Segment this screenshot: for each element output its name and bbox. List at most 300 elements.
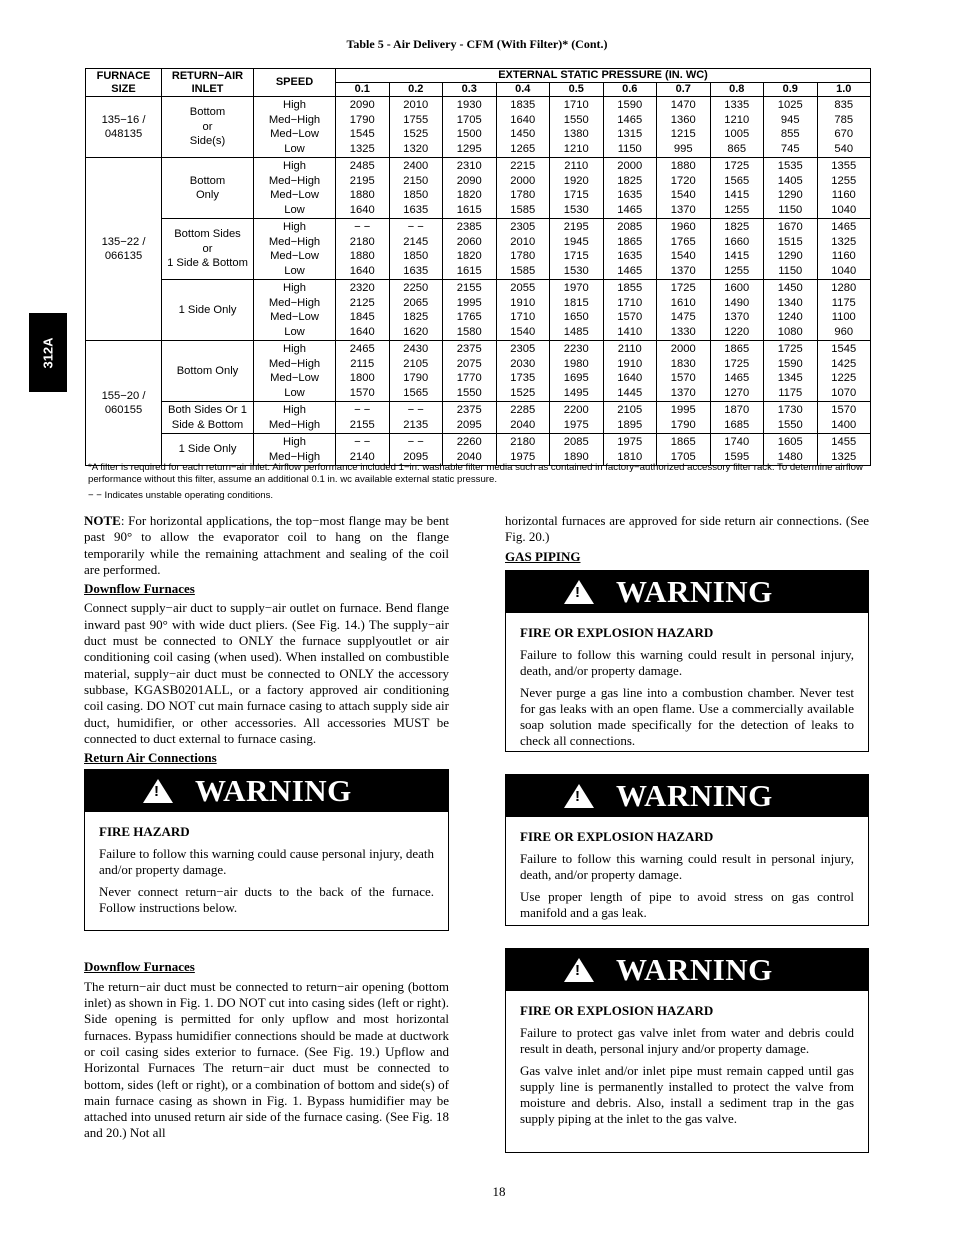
speed-label: Low [284,325,305,338]
cfm-value: 1535 [777,160,803,172]
inlet-line: Bottom [189,106,226,119]
warning-hazard-title: FIRE OR EXPLOSION HAZARD [520,624,714,640]
cfm-value: 2105 [617,404,643,416]
cfm-value: 1450 [510,128,536,140]
cfm-value-cell [336,402,390,434]
cfm-value: 1755 [403,113,429,126]
cfm-value: 2430 [403,343,429,355]
cfm-value: 2110 [564,160,589,172]
return-air-inlet-cell [162,280,254,341]
inlet-line: 1 Side Only [178,443,237,456]
cfm-value: 2095 [456,418,482,431]
cfm-value: 1670 [777,221,803,233]
header-pressure-col: 0.9 [764,83,818,97]
inlet-line: or [202,120,213,133]
furnace-size-line: 048135 [104,128,143,140]
cfm-value: 2320 [349,282,375,294]
cfm-value: 1265 [510,142,536,155]
cfm-value: 1980 [563,357,589,370]
cfm-value: − − [407,404,424,416]
header-pressure-col: 0.5 [550,83,604,97]
cfm-value-cell [550,219,604,280]
speed-label: High [282,404,306,416]
warning-instruction: Use proper length of pipe to avoid stress on gas control manifold and a gas leak. [520,888,854,920]
cfm-value-cell [817,434,871,466]
cfm-value: 1585 [510,203,536,216]
inlet-line: Both Sides Or 1 [168,404,247,416]
cfm-value-cell [496,341,550,402]
warning-consequence: Failure to follow this warning could result in personal injury, death, and/or property damage. [520,646,854,678]
cfm-value: 2375 [456,343,482,355]
cfm-value: 1640 [349,325,375,338]
header-pressure-col: 0.7 [657,83,711,97]
cfm-value: 2385 [456,221,482,233]
inlet-line: Side(s) [189,135,226,148]
cfm-value-cell [657,97,711,158]
cfm-value: 2155 [349,418,375,431]
return-air-heading: Return Air Connections [84,750,217,766]
cfm-value: 1040 [831,264,857,277]
speed-label: High [282,343,306,355]
cfm-value: 1715 [563,189,589,201]
header-return-air-inlet [162,69,254,97]
cfm-value: 1040 [831,203,857,216]
cfm-value: 1635 [403,264,429,277]
cfm-value: 1910 [510,296,536,309]
furnace-size-line: 066135 [104,250,143,262]
cfm-value: 1565 [403,386,429,399]
cfm-value: 855 [780,128,800,140]
air-delivery-table [85,68,871,466]
cfm-value: 1580 [456,325,482,338]
cfm-value-cell [550,402,604,434]
cfm-value: 1695 [563,372,589,384]
cfm-value: 1360 [670,113,696,126]
cfm-value: 1585 [510,264,536,277]
cfm-value: 1565 [724,174,750,187]
cfm-value: 1070 [831,386,857,399]
cfm-value: 2195 [349,174,375,187]
cfm-value: 1790 [349,113,375,126]
cfm-value: 1975 [510,450,536,463]
right-column [505,513,869,1153]
header-pressure-col: 0.3 [443,83,497,97]
cfm-value: 1725 [777,343,803,355]
header-pressure-col: 0.4 [496,83,550,97]
furnace-size-cell [86,97,162,158]
cfm-value: 1615 [456,264,482,277]
downflow-text: Connect supply−air duct to supply−air outlet on furnace. Bend flange inward past 90° with wide duct pliers. (See Fig. 14.) The supply−air duct must be connected to ONLY the furnace supplyoutlet or air conditioning coil casing (when used). When installed on combustible material, supply−air duct must be connected to ONLY the accessory subbase, KGASB0201ALL, or a factory approved air conditioning coil casing. DO NOT cut main furnace casing to attach supply side air duct, humidifier, or other accessories. All accessories MUST be connected to duct external to furnace casing. [84,600,449,746]
cfm-value: 1855 [617,282,643,294]
header-pressure-col: 0.8 [710,83,764,97]
cfm-value-cell [817,341,871,402]
cfm-value-cell [496,219,550,280]
cfm-value: 1770 [456,372,482,384]
cfm-value: 1640 [510,113,536,126]
cfm-value: 1370 [724,311,750,323]
cfm-value: 1325 [349,142,375,155]
cfm-value: 2180 [349,235,375,248]
cfm-value: − − [354,404,371,416]
warning-word: WARNING [616,951,773,987]
cfm-value: 2215 [510,160,536,172]
cfm-value: 835 [834,99,854,111]
cfm-value: 1825 [724,221,750,233]
cfm-value: 1315 [617,128,643,140]
cfm-value-cell [550,158,604,219]
table-row [86,434,871,466]
cfm-value: 1540 [670,189,696,201]
cfm-value: 1525 [510,386,536,399]
cfm-value: 1960 [670,221,696,233]
cfm-value: 1370 [670,386,696,399]
cfm-value: 1160 [831,189,856,201]
header-pressure-col: 1.0 [817,83,871,97]
furnace-size-cell [86,341,162,466]
cfm-value: 1465 [724,372,750,384]
cfm-value: 1530 [563,203,589,216]
cfm-value-cell [603,97,657,158]
cfm-value: 1635 [403,203,429,216]
header-pressure-col: 0.2 [389,83,443,97]
cfm-value: 1445 [617,386,643,399]
cfm-value: 1400 [831,418,857,431]
cfm-value: 1605 [777,436,803,448]
speed-label: High [282,221,306,233]
speed-cell [254,219,336,280]
cfm-value: 1495 [563,386,589,399]
cfm-value: 1465 [617,203,643,216]
cfm-value-cell [443,158,497,219]
warning-consequence: Failure to follow this warning could result in personal injury, death, and/or property damage. [520,850,854,882]
cfm-value: 1255 [724,264,750,277]
cfm-value: 1710 [563,99,589,111]
inlet-line: 1 Side & Bottom [167,257,248,270]
cfm-value: 1640 [349,203,375,216]
cfm-value-cell [603,402,657,434]
cfm-value: 1890 [563,450,589,463]
cfm-value: 1910 [617,357,643,370]
cfm-value: 1325 [831,235,857,248]
inlet-line: Bottom Only [176,364,239,377]
cfm-value: 1005 [724,128,750,140]
cfm-value: 2065 [403,296,429,309]
speed-label: Low [284,203,305,216]
cfm-value: 1330 [670,325,696,338]
cfm-value: 1025 [777,99,803,111]
cfm-value: 1880 [349,250,375,262]
return-air-inlet-cell [162,97,254,158]
warning-hazard-title: FIRE OR EXPLOSION HAZARD [520,828,714,844]
header-furnace-line2: SIZE [111,82,136,95]
cfm-value: 2095 [403,450,429,463]
cfm-value-cell [336,434,390,466]
cfm-value: − − [407,436,424,448]
cfm-value: 2000 [670,343,696,355]
cfm-value: 1820 [456,189,482,201]
cfm-value-cell [657,219,711,280]
table-row [86,341,871,402]
cfm-value: 2140 [349,450,375,463]
cfm-value-cell [710,402,764,434]
cfm-value: 1465 [831,221,857,233]
speed-label: Med−High [268,296,321,309]
cfm-value: 1590 [777,357,803,370]
downflow-text-2: The return−air duct must be connected to return−air opening (bottom inlet) as shown in Fig. 1. DO NOT cut into casing sides (left or right). Side opening is permitted for only upflow and most horizontal furnaces. Bypass humidifier connections should be made at ductwork or coil casing sides exterior to furnace. (See Fig. 19.) Upflow and Horizontal Furnaces The return−air duct must be connected to bottom, sides (left or right), or a combination of bottom and side(s) of main furnace casing as shown in Fig. 1. Bypass humidifier may be attached into unused return air side of the furnace casing. (See Fig. 18 and 20.) Not all [84,978,449,1141]
warning-triangle-icon: ! [564,958,594,982]
cfm-value: 1150 [778,264,803,277]
warning-instruction: Never purge a gas line into a combustion chamber. Never test for gas leaks with an open flame. Use a commercially available soap solution made specifically for the detection of leaks to check all connections. [520,684,854,748]
cfm-value: 1870 [724,404,750,416]
cfm-value: 1500 [456,128,482,140]
cfm-value: 2155 [456,282,482,294]
cfm-value: 1175 [778,386,803,399]
speed-label: High [282,436,306,448]
cfm-value: 1715 [563,250,589,262]
cfm-value-cell [550,280,604,341]
header-furnace-line1: FURNACE [96,69,151,82]
furnace-size-line: 155−20 / [101,389,146,402]
cfm-value: 1590 [617,99,643,111]
speed-cell [254,402,336,434]
cfm-value-cell [764,341,818,402]
warning-header [506,949,868,991]
warning-triangle-icon: ! [564,784,594,808]
cfm-value: 540 [834,142,854,155]
cfm-value: 1825 [403,311,429,323]
cfm-value: 1850 [403,189,429,201]
cfm-value-cell [389,280,443,341]
table-title: Table 5 - Air Delivery - CFM (With Filter)* (Cont.) [346,37,608,51]
return-air-inlet-cell [162,219,254,280]
cfm-value-cell [657,280,711,341]
cfm-value-cell [603,158,657,219]
cfm-value: 1525 [403,128,429,140]
cfm-value: 1880 [670,160,696,172]
warning-box-fire-hazard [84,769,449,931]
section-side-tab [29,313,67,392]
cfm-value-cell [657,341,711,402]
cfm-value-cell [603,341,657,402]
cfm-value: 1865 [617,235,643,248]
table-row [86,280,871,341]
cfm-value: 2200 [563,404,589,416]
warning-hazard-title: FIRE OR EXPLOSION HAZARD [520,1002,714,1018]
cfm-value-cell [817,219,871,280]
cfm-value: 2090 [456,174,482,187]
warning-body [506,613,868,763]
cfm-value: 2310 [456,160,482,172]
cfm-value: 2105 [403,357,429,370]
cfm-value: 2110 [617,343,642,355]
cfm-value: 2000 [617,160,643,172]
header-speed: SPEED [254,69,336,97]
cfm-value-cell [389,341,443,402]
cfm-value: 1830 [670,357,696,370]
cfm-value-cell [817,158,871,219]
cfm-value: 1820 [456,250,482,262]
cfm-value: 1160 [831,250,856,262]
intro-text: horizontal furnaces are approved for side return air connections. (See Fig. 20.) [505,513,869,545]
cfm-value: 1720 [670,174,696,187]
cfm-value: 2085 [563,436,589,448]
cfm-value: 2285 [510,404,536,416]
cfm-value: 1570 [831,404,857,416]
warning-header [506,775,868,817]
cfm-value: 1370 [670,264,696,277]
note-label: NOTE [84,513,121,528]
speed-label: High [282,282,306,294]
warning-body [506,817,868,935]
cfm-value: 1800 [349,372,375,384]
speed-cell [254,158,336,219]
cfm-value: 1475 [670,311,696,323]
cfm-value: 1355 [831,160,857,172]
cfm-value: 2400 [403,160,429,172]
cfm-value-cell [764,158,818,219]
cfm-value: 1415 [724,189,750,201]
cfm-value: 1290 [777,250,803,262]
cfm-value: 2180 [510,436,536,448]
cfm-value: 1635 [617,250,643,262]
cfm-value: 1280 [831,282,857,294]
cfm-value-cell [657,434,711,466]
warning-box-gas-valve [505,948,869,1153]
warning-word: WARNING [616,573,773,609]
cfm-value: 1470 [670,99,696,111]
cfm-value-cell [710,341,764,402]
cfm-value-cell [550,97,604,158]
cfm-value: 1725 [724,160,750,172]
warning-body [85,812,448,930]
cfm-value: 1485 [563,325,589,338]
cfm-value: 2250 [403,282,429,294]
cfm-value: 2305 [510,221,536,233]
cfm-value: 1465 [617,264,643,277]
cfm-value: 2485 [349,160,375,172]
cfm-value-cell [443,219,497,280]
cfm-value-cell [389,402,443,434]
cfm-value: 1650 [563,311,589,323]
return-air-inlet-cell [162,434,254,466]
speed-label: Low [284,142,305,155]
cfm-value: 1450 [777,282,803,294]
cfm-value: − − [354,221,371,233]
cfm-value: 1975 [617,436,643,448]
cfm-value: 2305 [510,343,536,355]
cfm-value: 2135 [403,418,429,431]
cfm-value: 1215 [670,128,696,140]
inlet-line: Bottom Sides [174,228,241,241]
speed-label: Med−High [268,174,321,187]
cfm-value: 1845 [349,311,375,323]
footnote-filter: *A filter is required for each return−air inlet. Airflow performance included 1−in. washable filter media such as contained in factory−authorized accessory filter rack. To determine airflow performance without this filter, assume an additional 0.1 in. wc available external static pressure. [88,462,863,485]
cfm-value: 670 [834,128,854,140]
cfm-value: 1765 [670,235,696,248]
cfm-value: 2195 [563,221,589,233]
cfm-value-cell [336,341,390,402]
cfm-value-cell [496,158,550,219]
cfm-value: 2040 [456,450,482,463]
cfm-value: 1610 [670,296,696,309]
cfm-value: 1945 [563,235,589,248]
cfm-value-cell [550,341,604,402]
speed-label: Med−Low [270,250,319,262]
warning-box-pipe-length [505,774,869,926]
cfm-value: 1920 [563,174,589,187]
cfm-value: 1240 [777,311,803,323]
cfm-value: 1225 [831,372,857,384]
speed-cell [254,341,336,402]
return-air-inlet-cell [162,341,254,402]
cfm-value: 960 [834,325,854,338]
cfm-value-cell [443,280,497,341]
cfm-value: 1995 [670,404,696,416]
cfm-value: 1740 [724,436,750,448]
warning-header [506,571,868,613]
cfm-value: 1835 [510,99,536,111]
cfm-value: 1595 [724,450,750,463]
cfm-value: 2075 [456,357,482,370]
cfm-value: 1325 [831,450,857,463]
cfm-value: 1540 [670,250,696,262]
cfm-value: 1415 [724,250,750,262]
warning-body [506,991,868,1141]
cfm-value-cell [603,280,657,341]
cfm-value: 1220 [724,325,750,338]
cfm-value: 2010 [510,235,536,248]
header-inlet-line1: RETURN−AIR [171,69,244,82]
speed-cell [254,434,336,466]
speed-label: Med−Low [270,128,319,140]
downflow-heading: Downflow Furnaces [84,581,195,597]
cfm-value-cell [817,97,871,158]
cfm-value: 1570 [670,372,696,384]
cfm-value: − − [407,221,424,233]
header-furnace-size [86,69,162,97]
cfm-value: 1175 [831,296,856,309]
cfm-value-cell [710,97,764,158]
cfm-value-cell [496,280,550,341]
cfm-value-cell [336,97,390,158]
cfm-value: 1895 [617,418,643,431]
cfm-value: 945 [780,113,800,126]
header-pressure-col: 0.1 [336,83,390,97]
cfm-value: 1290 [777,189,803,201]
table-row [86,402,871,434]
warning-consequence: Failure to follow this warning could cause personal injury, death and/or property damage. [99,846,434,878]
cfm-value: 1550 [777,418,803,431]
cfm-value-cell [336,158,390,219]
cfm-value: 1880 [349,189,375,201]
cfm-value-cell [389,219,443,280]
cfm-value: 1780 [510,189,536,201]
cfm-value: 1570 [349,386,375,399]
cfm-value: 1380 [563,128,589,140]
cfm-value: 1295 [456,142,482,155]
cfm-value: 1810 [617,450,643,463]
cfm-value: 2040 [510,418,536,431]
cfm-value: 785 [834,113,854,126]
cfm-value: 1255 [724,203,750,216]
speed-label: Med−High [268,235,321,248]
cfm-value-cell [336,219,390,280]
speed-label: High [282,160,306,172]
header-external-static-pressure: EXTERNAL STATIC PRESSURE (IN. WC) [336,69,871,83]
cfm-value-cell [496,97,550,158]
cfm-value: 2230 [563,343,589,355]
cfm-value: 1255 [831,174,857,187]
